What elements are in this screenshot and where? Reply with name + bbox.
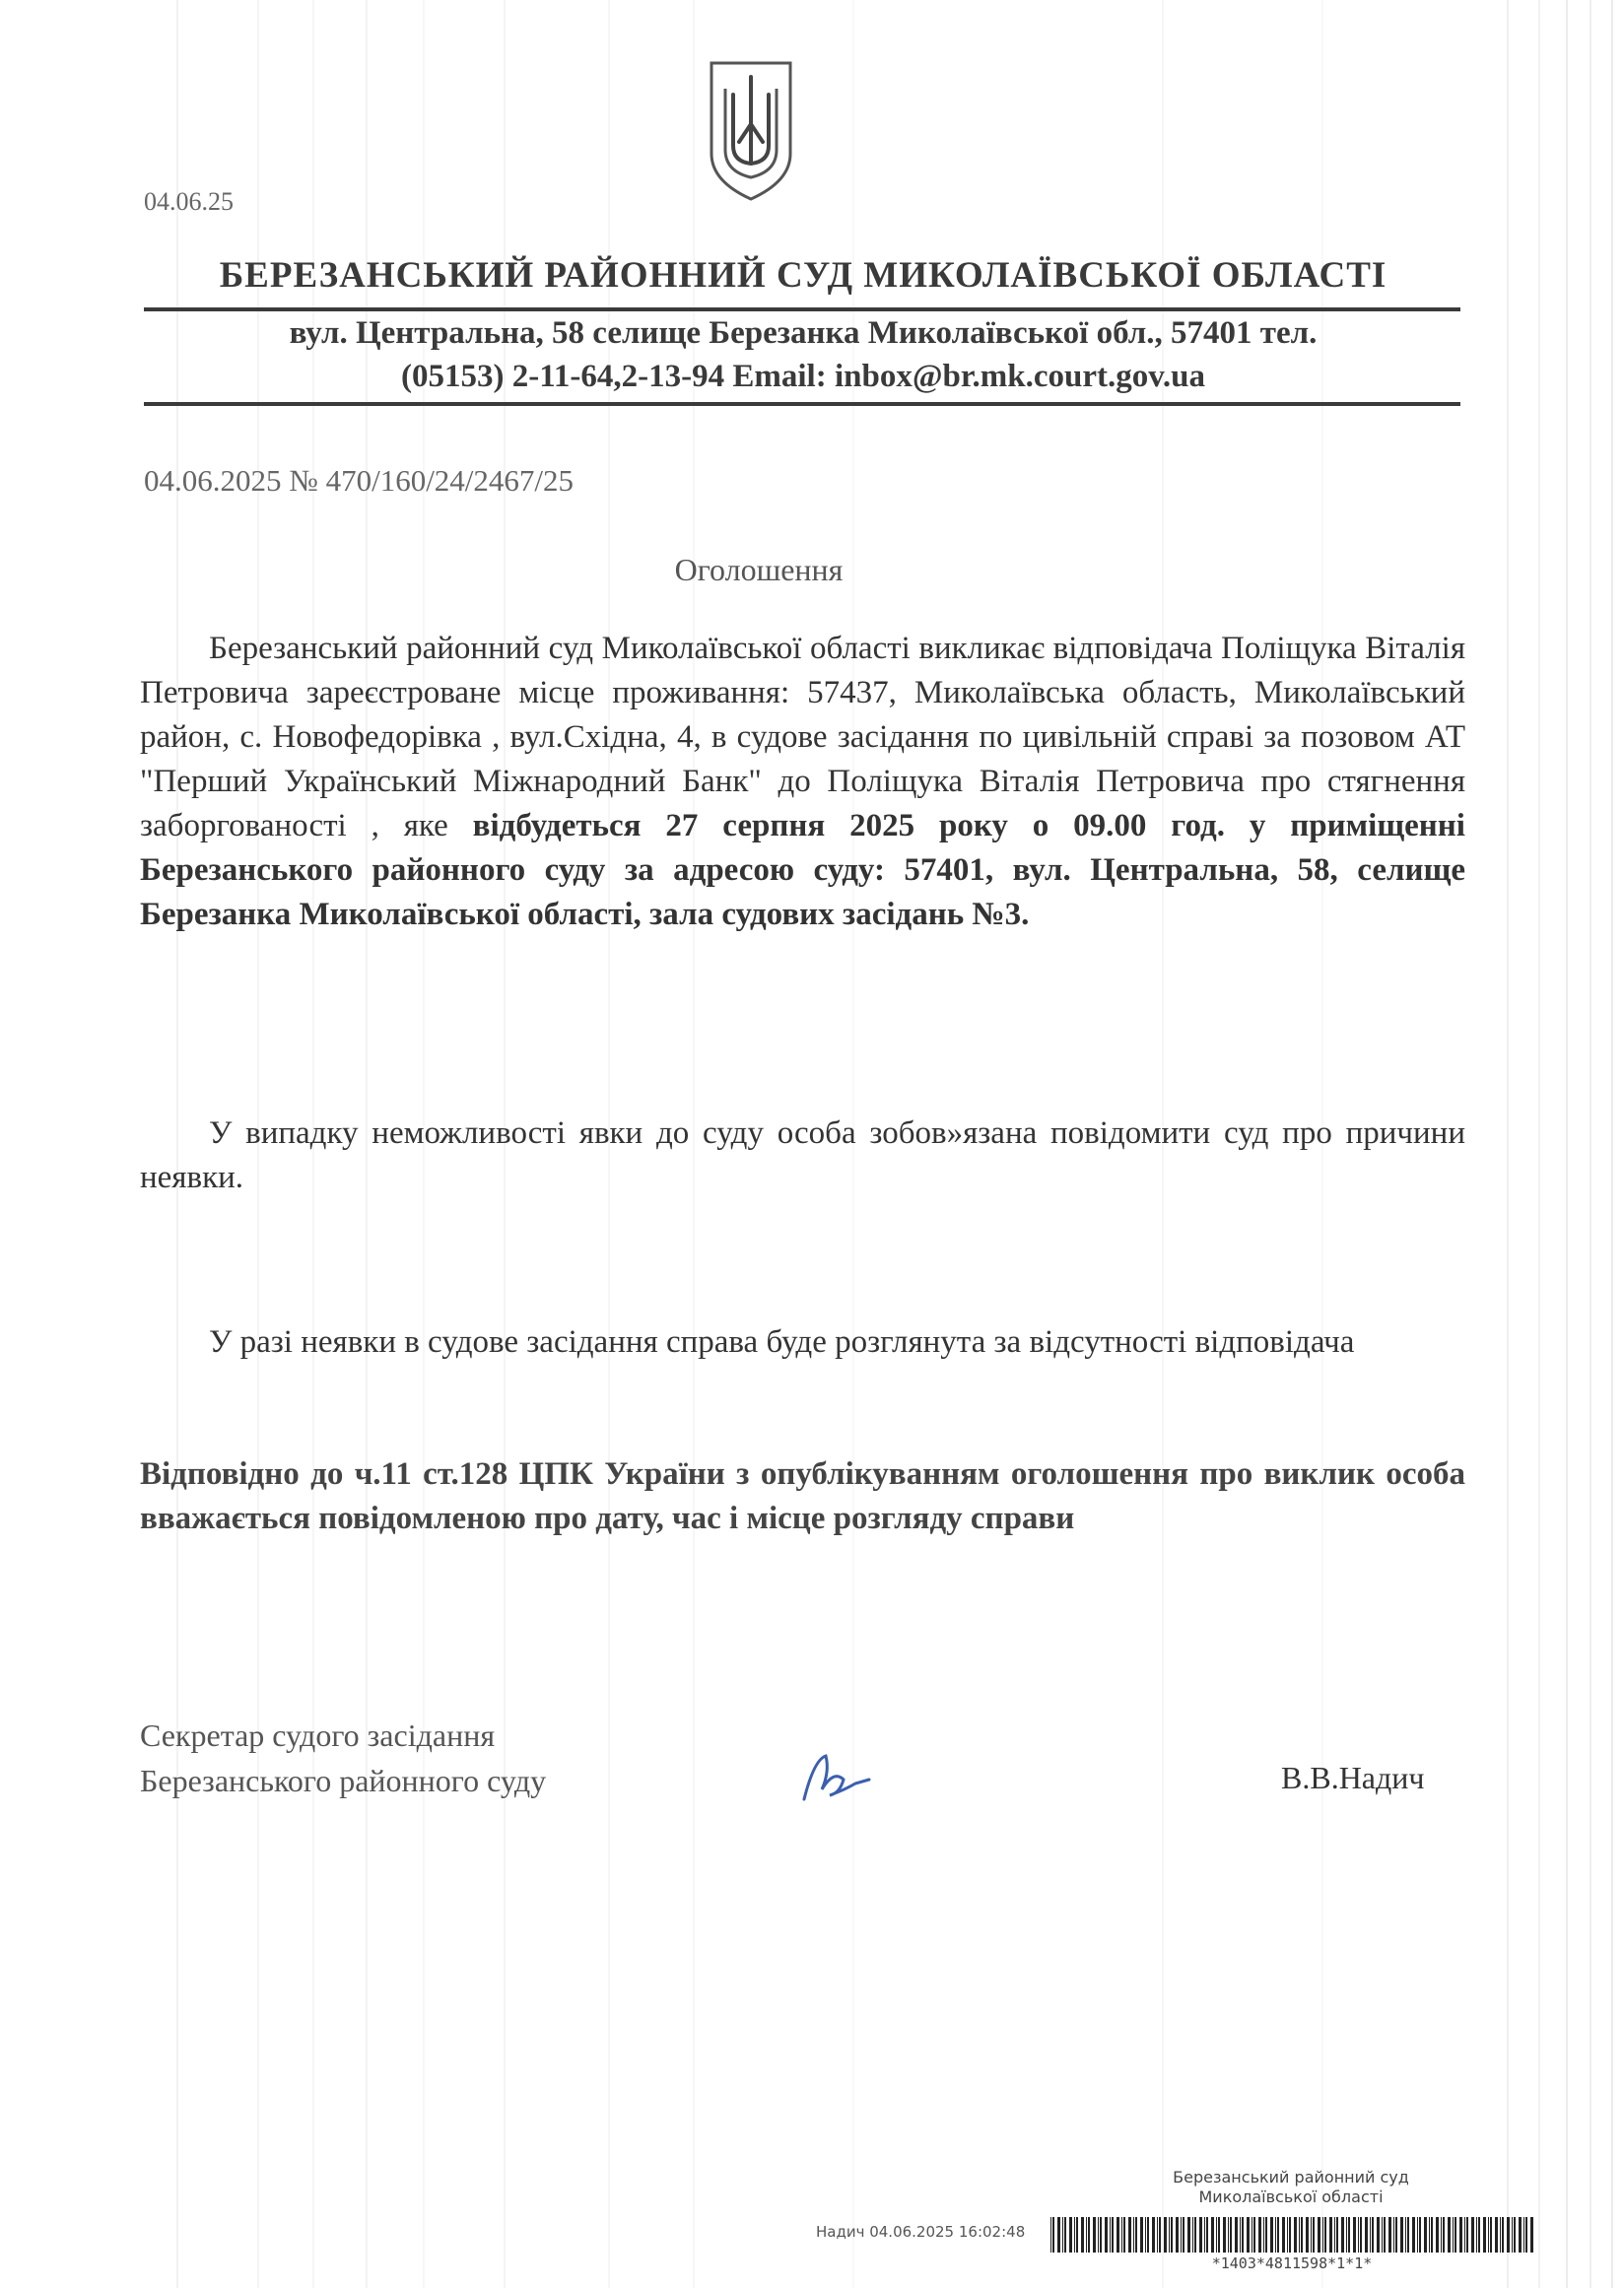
barcode-bar [1098, 2217, 1099, 2253]
barcode-bar [1365, 2217, 1368, 2253]
barcode-bar [1057, 2217, 1060, 2253]
barcode-bar [1176, 2217, 1179, 2253]
barcode-bar [1258, 2217, 1261, 2253]
barcode-bar [1112, 2217, 1114, 2253]
barcode-bar [1483, 2217, 1486, 2253]
barcode-bar [1370, 2217, 1371, 2253]
barcode-bar [1360, 2217, 1362, 2253]
barcode-bar [1100, 2217, 1102, 2253]
barcode-bar [1088, 2217, 1090, 2253]
barcode-bar [1523, 2217, 1524, 2253]
barcode-bar [1453, 2217, 1454, 2253]
barcode-bar [1405, 2217, 1406, 2253]
barcode-bar [1133, 2217, 1134, 2253]
barcode-bar [1086, 2217, 1087, 2253]
barcode-bar [1329, 2217, 1332, 2253]
barcode-bar [1424, 2217, 1427, 2253]
barcode-bar [1275, 2217, 1276, 2253]
barcode-bar [1128, 2217, 1131, 2253]
barcode-bar [1076, 2217, 1078, 2253]
barcode-bar [1395, 2217, 1397, 2253]
barcode-bar [1443, 2217, 1445, 2253]
barcode-bar [1145, 2217, 1146, 2253]
barcode-bar [1464, 2217, 1465, 2253]
signatory-position [140, 1713, 546, 1803]
barcode-bar [1064, 2217, 1066, 2253]
barcode-bar [1471, 2217, 1474, 2253]
court-address-line: вул. Центральна, 58 селище Березанка Миколаївської обл., 57401 тел. [289, 315, 1318, 351]
barcode-bar [1324, 2217, 1326, 2253]
barcode-bar [1525, 2217, 1527, 2253]
barcode-bar [1336, 2217, 1338, 2253]
summons-paragraph [140, 627, 1465, 937]
document-title: Оголошення [674, 552, 844, 587]
barcode-bar [1218, 2217, 1220, 2253]
barcode-bar [1507, 2217, 1510, 2253]
barcode-bar [1230, 2217, 1232, 2253]
barcode-bar [1490, 2217, 1492, 2253]
barcode-bar [1093, 2217, 1096, 2253]
court-name-heading: БЕРЕЗАНСЬКИЙ РАЙОННИЙ СУД МИКОЛАЇВСЬКОЇ ОБЛАСТІ [219, 255, 1387, 296]
barcode-bar [1311, 2217, 1312, 2253]
summons-text: Березанський районний суд Миколаївської області викликає відповідача Поліщука Віталія Петровича зареєстроване місце проживання: 57437, Миколаївська область, Миколаївський район, с. Новофедорівка , вул.Східна, 4, в судове засідання по цивільній справі за позовом АТ "Перший Український Міжнародний Банк" до Поліщука Віталія Петровича про стягнення заборгованості , яке [140, 631, 1465, 843]
trident-emblem-icon [706, 55, 796, 203]
header-rule-top [144, 307, 1460, 311]
barcode-bar [1282, 2217, 1285, 2253]
barcode-bar [1247, 2217, 1250, 2253]
barcode-bar [1419, 2217, 1421, 2253]
barcode-bar [1116, 2217, 1119, 2253]
barcode-bar [1400, 2217, 1403, 2253]
barcode-bar [1346, 2217, 1347, 2253]
barcode-bar [1322, 2217, 1323, 2253]
barcode-bar [1530, 2217, 1533, 2253]
barcode-bar [1519, 2217, 1522, 2253]
barcode-bar [1495, 2217, 1498, 2253]
barcode-bar [1429, 2217, 1430, 2253]
barcode-bar [1240, 2217, 1241, 2253]
barcode-bar [1318, 2217, 1320, 2253]
registration-stamp-court [1163, 2168, 1419, 2207]
barcode-bar [1348, 2217, 1350, 2253]
barcode-bar [1313, 2217, 1315, 2253]
barcode-bar [1407, 2217, 1409, 2253]
barcode-bar [1069, 2217, 1072, 2253]
barcode-bar [1157, 2217, 1158, 2253]
barcode-bar [1306, 2217, 1309, 2253]
barcode-bar [1050, 2217, 1051, 2253]
barcode-bar [1353, 2217, 1356, 2253]
hearing-details: відбудеться 27 серпня 2025 року о 09.00 год. у приміщенні Березанського районного суду за адресою суду: 57401, вул. Центральна, 58, селище Березанка Миколаївської області, зала судових засідань №3. [140, 808, 1465, 932]
header-rule-bottom [144, 402, 1460, 406]
barcode-bar [1299, 2217, 1300, 2253]
barcode-bar [1147, 2217, 1149, 2253]
registration-stamp-user-time: Надич 04.06.2025 16:02:48 [816, 2223, 1026, 2241]
barcode-bar [1159, 2217, 1161, 2253]
barcode-bar [1476, 2217, 1477, 2253]
barcode-bar [1334, 2217, 1335, 2253]
barcode-bar [1235, 2217, 1238, 2253]
barcode-bar [1384, 2217, 1386, 2253]
barcode-bar [1417, 2217, 1418, 2253]
barcode-bar [1253, 2217, 1255, 2253]
barcode-bar [1289, 2217, 1291, 2253]
barcode-bar [1478, 2217, 1480, 2253]
barcode-bar [1500, 2217, 1501, 2253]
barcode-bar [1223, 2217, 1226, 2253]
barcode-bar [1448, 2217, 1451, 2253]
barcode-bar [1183, 2217, 1184, 2253]
barcode-bar [1242, 2217, 1244, 2253]
nonappearance-paragraph: У разі неявки в судове засідання справа буде розглянута за відсутності відповідача [209, 1324, 1355, 1360]
barcode-bar [1301, 2217, 1303, 2253]
signatory-position-line2: Березанського районного суду [140, 1763, 547, 1798]
barcode-bar [1110, 2217, 1111, 2253]
barcode-bar [1294, 2217, 1297, 2253]
barcode-bar [1341, 2217, 1344, 2253]
legal-basis-paragraph: Відповідно до ч.11 ст.128 ЦПК України з опублікуванням оголошення про виклик особа вважається повідомленою про дату, час і місце розгляду справи [140, 1456, 1465, 1536]
barcode-bar [1121, 2217, 1122, 2253]
barcode-bar [1372, 2217, 1374, 2253]
barcode-bar [1263, 2217, 1264, 2253]
barcode-bar [1358, 2217, 1359, 2253]
barcode-number: *1403*4811598*1*1* [1211, 2254, 1373, 2272]
barcode-bar [1062, 2217, 1063, 2253]
barcode-bar [1466, 2217, 1468, 2253]
barcode-bar [1140, 2217, 1143, 2253]
signatory-position-line1: Секретар судого засідання [140, 1717, 496, 1753]
barcode-bar [1192, 2217, 1193, 2253]
registration-barcode [1050, 2217, 1533, 2253]
barcode-bar [1211, 2217, 1214, 2253]
barcode-bar [1388, 2217, 1391, 2253]
barcode-bar [1441, 2217, 1442, 2253]
handwritten-signature [800, 1750, 879, 1809]
barcode-bar [1270, 2217, 1273, 2253]
barcode-bar [1194, 2217, 1196, 2253]
barcode-bar [1052, 2217, 1054, 2253]
barcode-bar [1228, 2217, 1229, 2253]
barcode-bar [1169, 2217, 1170, 2253]
barcode-bar [1382, 2217, 1383, 2253]
barcode-bar [1135, 2217, 1137, 2253]
barcode-bar [1199, 2217, 1202, 2253]
barcode-bar [1265, 2217, 1267, 2253]
barcode-bar [1187, 2217, 1190, 2253]
barcode-bar [1277, 2217, 1279, 2253]
barcode-bar [1488, 2217, 1489, 2253]
barcode-bar [1502, 2217, 1504, 2253]
signatory-name: В.В.Надич [1281, 1760, 1425, 1795]
small-date: 04.06.25 [144, 187, 234, 216]
absence-notice-paragraph: У випадку неможливості явки до суду особа зобов»язана повідомити суд про причини неявки. [140, 1115, 1465, 1195]
barcode-bar [1459, 2217, 1462, 2253]
barcode-bar [1074, 2217, 1075, 2253]
barcode-bar [1204, 2217, 1205, 2253]
barcode-bar [1081, 2217, 1084, 2253]
barcode-bar [1436, 2217, 1439, 2253]
barcode-bar [1105, 2217, 1108, 2253]
barcode-bar [1171, 2217, 1173, 2253]
barcode-bar [1393, 2217, 1394, 2253]
barcode-bar [1181, 2217, 1182, 2253]
barcode-bar [1455, 2217, 1456, 2253]
barcode-bar [1377, 2217, 1380, 2253]
barcode-bar [1431, 2217, 1433, 2253]
barcode-bar [1206, 2217, 1208, 2253]
barcode-bar [1123, 2217, 1125, 2253]
court-contacts-line: (05153) 2-11-64,2-13-94 Email: inbox@br.mk.court.gov.ua [401, 359, 1205, 394]
barcode-bar [1412, 2217, 1415, 2253]
stamp-court-line1: Березанський районний суд [1173, 2168, 1409, 2187]
barcode-bar [1164, 2217, 1167, 2253]
barcode-bar [1514, 2217, 1516, 2253]
barcode-bar [1287, 2217, 1288, 2253]
document-reference: 04.06.2025 № 470/160/24/2467/25 [144, 463, 575, 498]
barcode-bar [1152, 2217, 1155, 2253]
stamp-court-line2: Миколаївської області [1198, 2187, 1384, 2206]
barcode-bar [1216, 2217, 1217, 2253]
barcode-bar [1512, 2217, 1513, 2253]
